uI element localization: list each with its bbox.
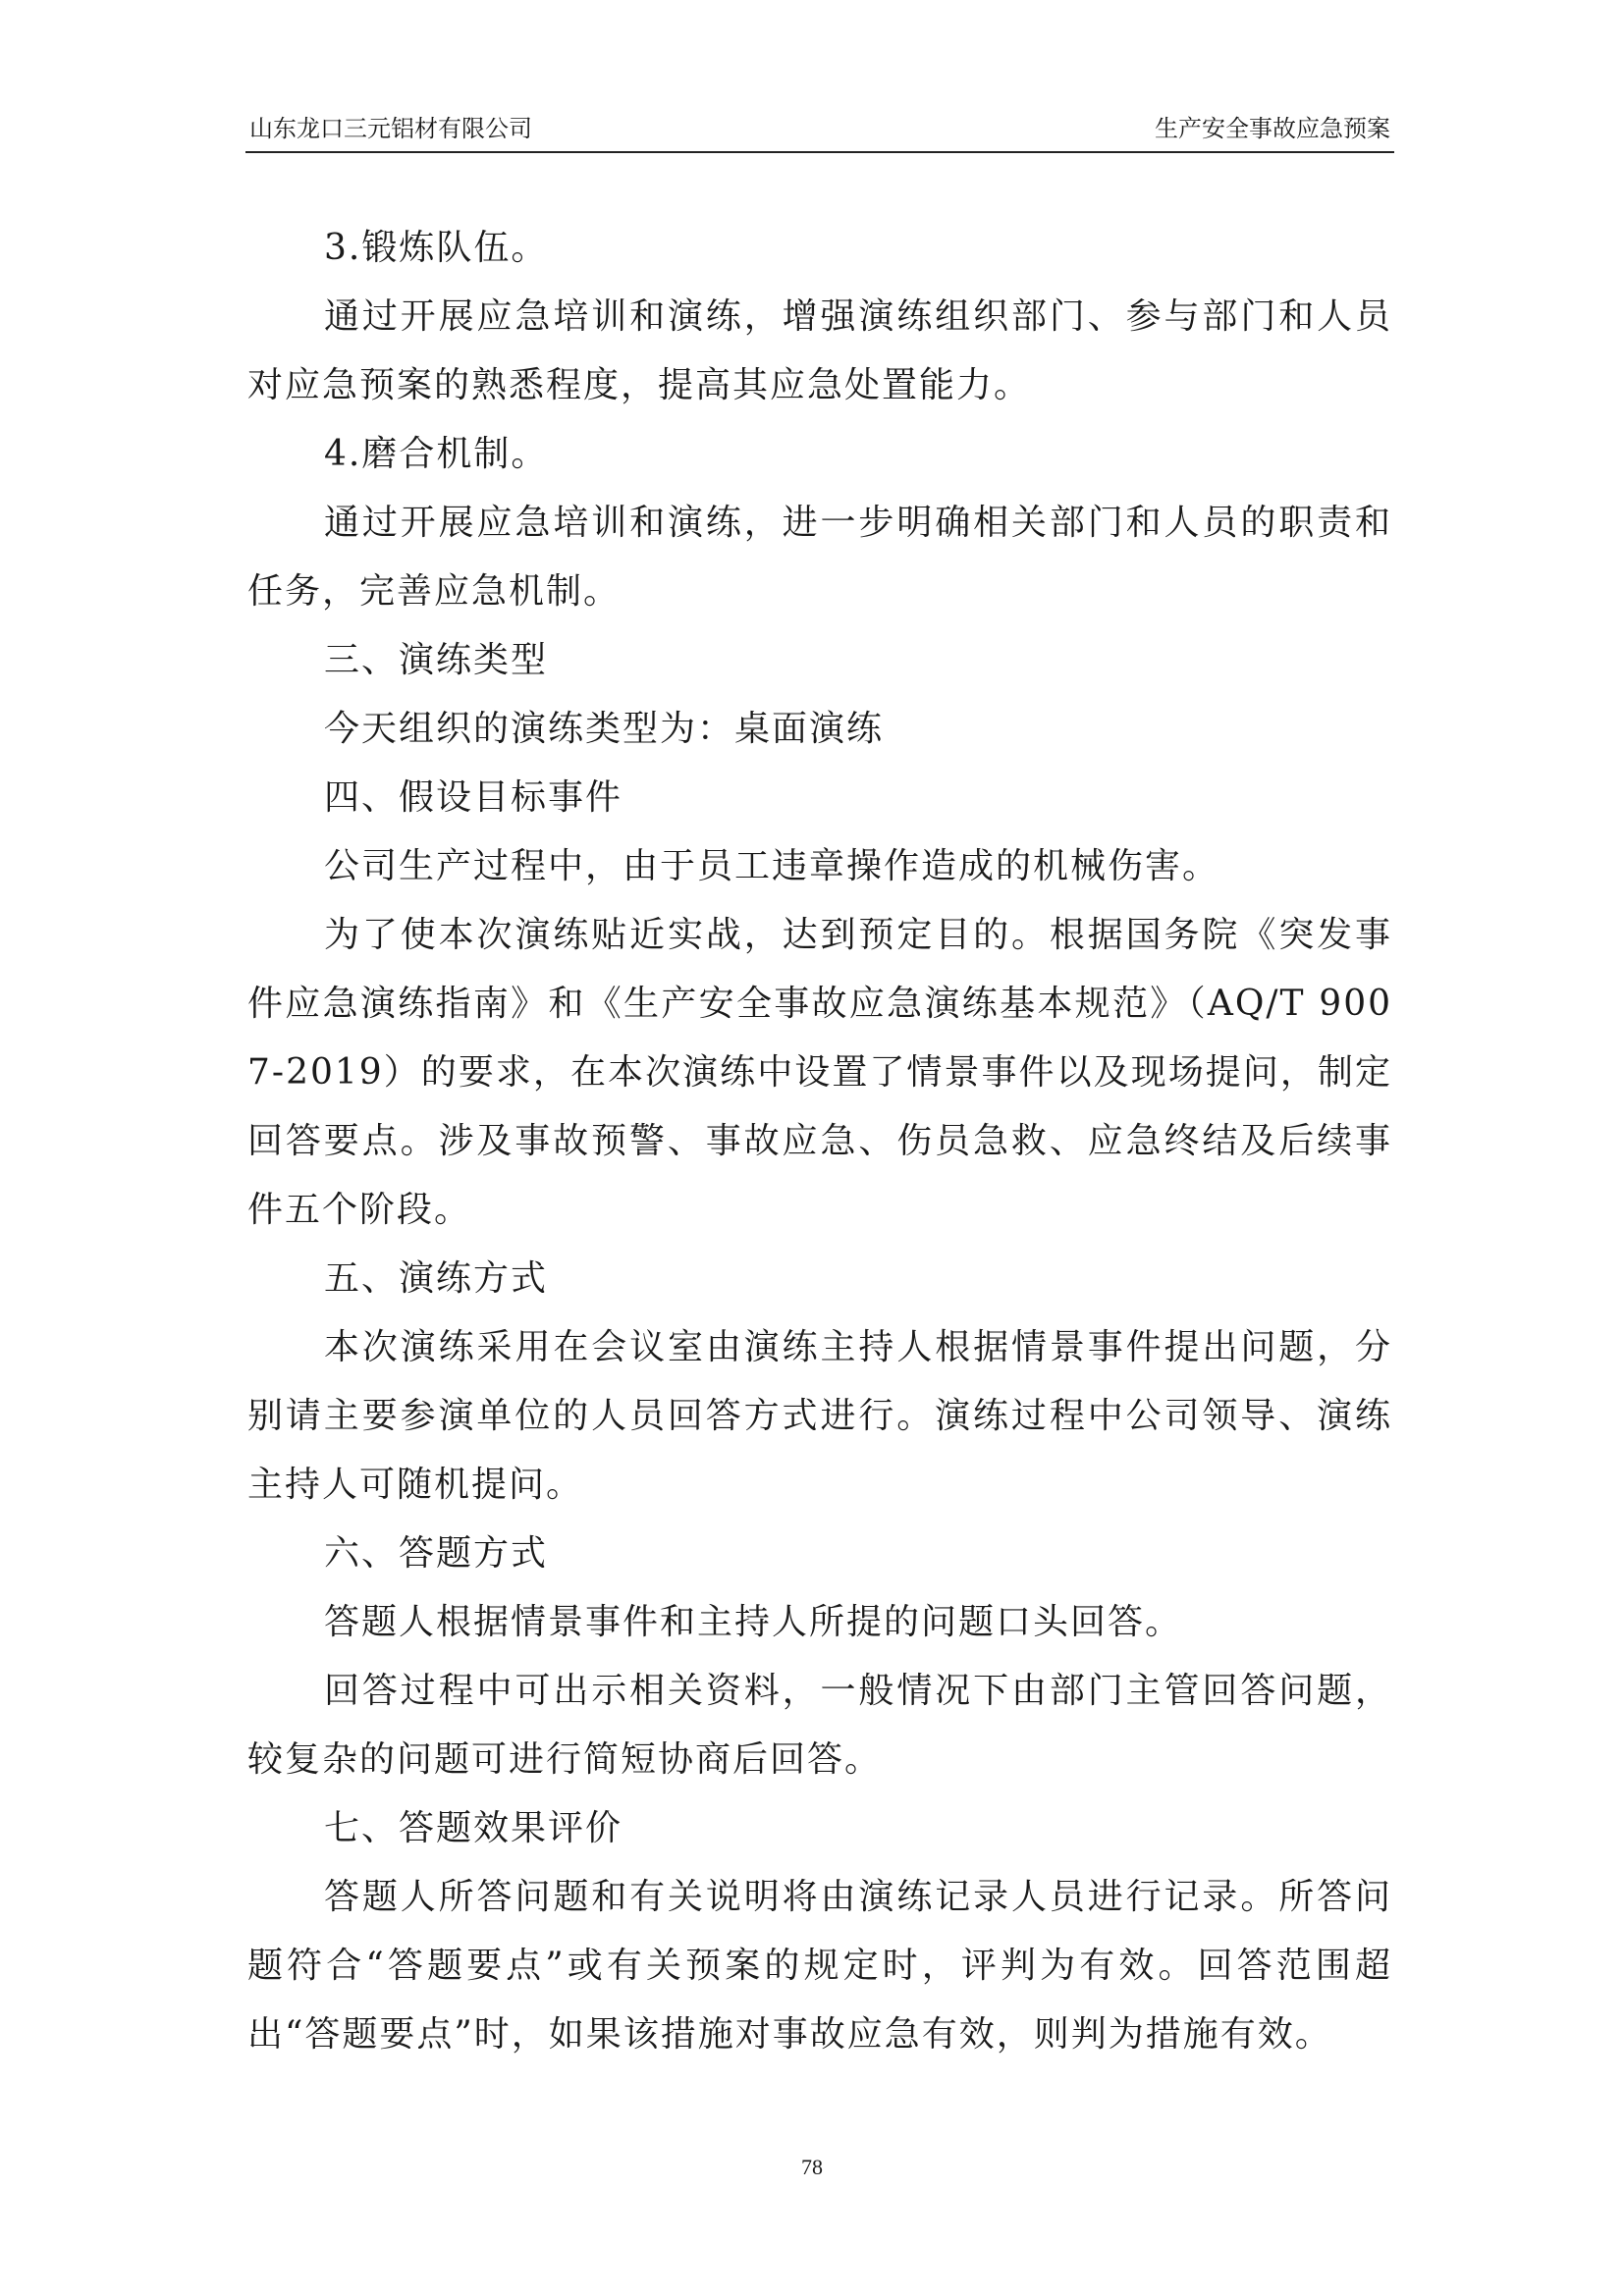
header-document-title: 生产安全事故应急预案 xyxy=(1155,115,1390,142)
section-heading-6: 六、答题方式 xyxy=(324,1533,549,1574)
document-body xyxy=(247,214,1392,2069)
paragraph-9: 为了使本次演练贴近实战，达到预定目的。根据国务院《突发事件应急演练指南》和《生产安全事故应急演练基本规范》（AQ/T 9007-2019）的要求，在本次演练中设置了情景事件以及现场提问，制定回答要点。涉及事故预警、事故应急、伤员急救、应急终结及后续事件五个阶段。 xyxy=(247,915,1392,1230)
paragraph-14: 回答过程中可出示相关资料，一般情况下由部门主管回答问题，较复杂的问题可进行简短协商后回答。 xyxy=(247,1671,1392,1780)
section-heading-3: 三、演练类型 xyxy=(324,640,549,680)
section-heading-5: 五、演练方式 xyxy=(324,1258,549,1299)
section-heading-4: 四、假设目标事件 xyxy=(324,777,623,818)
page-header xyxy=(245,112,1394,153)
paragraph-8: 公司生产过程中，由于员工违章操作造成的机械伤害。 xyxy=(324,846,1220,886)
paragraph-16: 答题人所答问题和有关说明将由演练记录人员进行记录。所答问题符合“答题要点”或有关预案的规定时，评判为有效。回答范围超出“答题要点”时，如果该措施对事故应急有效，则判为措施有效。 xyxy=(247,1877,1392,2055)
paragraph-13: 答题人根据情景事件和主持人所提的问题口头回答。 xyxy=(324,1602,1183,1642)
paragraph-4: 通过开展应急培训和演练，进一步明确相关部门和人员的职责和任务，完善应急机制。 xyxy=(247,503,1392,612)
paragraph-11: 本次演练采用在会议室由演练主持人根据情景事件提出问题，分别请主要参演单位的人员回答方式进行。演练过程中公司领导、演练主持人可随机提问。 xyxy=(247,1327,1392,1505)
paragraph-2: 通过开展应急培训和演练，增强演练组织部门、参与部门和人员对应急预案的熟悉程度，提高其应急处置能力。 xyxy=(247,296,1392,405)
header-company-name: 山东龙口三元铝材有限公司 xyxy=(249,115,532,142)
paragraph-1: 3.锻炼队伍。 xyxy=(324,228,549,268)
section-heading-7: 七、答题效果评价 xyxy=(324,1808,623,1848)
page-number: 78 xyxy=(801,2155,823,2179)
paragraph-6: 今天组织的演练类型为：桌面演练 xyxy=(324,709,885,749)
paragraph-3: 4.磨合机制。 xyxy=(324,434,549,474)
